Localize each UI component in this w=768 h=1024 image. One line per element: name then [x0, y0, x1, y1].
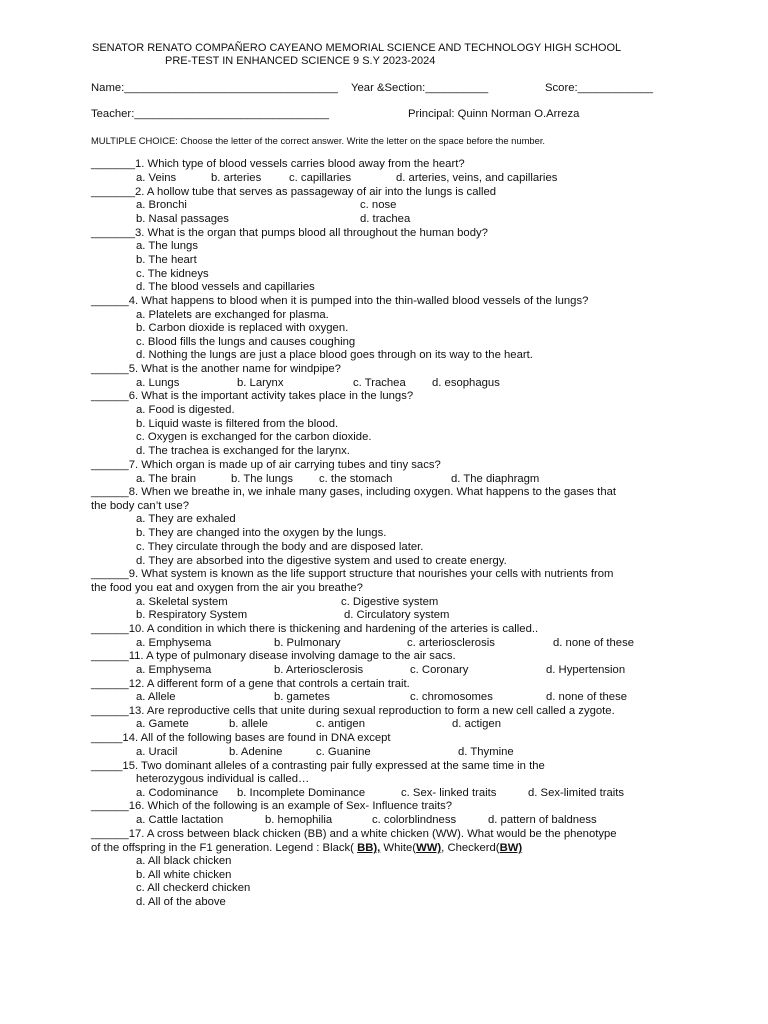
- q6-option-a: a. Food is digested.: [136, 404, 235, 416]
- q2-option-c: c. nose: [360, 199, 397, 211]
- question-8: ______8. When we breathe in, we inhale many gases, including oxygen. What happens to the gases that: [91, 486, 617, 498]
- instructions: MULTIPLE CHOICE: Choose the letter of the correct answer. Write the letter on the space before the number.: [91, 135, 546, 146]
- q10-option-b: b. Pulmonary: [274, 637, 341, 649]
- q15-option-a: a. Codominance: [136, 787, 219, 799]
- question-14: _____14. All of the following bases are found in DNA except: [91, 732, 391, 744]
- legend-prefix: of the offspring in the F1 generation. Legend : Black(: [91, 842, 358, 854]
- question-3: _______3. What is the organ that pumps blood all throughout the human body?: [91, 227, 488, 239]
- q1-option-b: b. arteries: [211, 172, 262, 184]
- q16-option-c: c. colorblindness: [372, 814, 457, 826]
- q16-option-d: d. pattern of baldness: [488, 814, 597, 826]
- question-9: ______9. What system is known as the life support structure that nourishes your cells with nutrients from: [91, 568, 614, 580]
- q13-option-d: d. actigen: [452, 718, 501, 730]
- q4-option-b: b. Carbon dioxide is replaced with oxygen.: [136, 322, 349, 334]
- q4-option-c: c. Blood fills the lungs and causes coughing: [136, 336, 356, 348]
- question-10: ______10. A condition in which there is thickening and hardening of the arteries is called..: [91, 623, 539, 635]
- q11-option-c: c. Coronary: [410, 664, 469, 676]
- q15-option-b: b. Incomplete Dominance: [237, 787, 366, 799]
- q7-option-a: a. The brain: [136, 473, 197, 485]
- q17-option-b: b. All white chicken: [136, 869, 232, 881]
- q11-option-a: a. Emphysema: [136, 664, 212, 676]
- q6-option-d: d. The trachea is exchanged for the larynx.: [136, 445, 350, 457]
- question-7: ______7. Which organ is made up of air carrying tubes and tiny sacs?: [91, 459, 441, 471]
- q1-option-d: d. arteries, veins, and capillaries: [396, 172, 558, 184]
- year-section-field[interactable]: Year &Section:__________: [351, 82, 489, 94]
- q9-option-b: b. Respiratory System: [136, 609, 248, 621]
- q10-option-d: d. none of these: [553, 637, 635, 649]
- q9-option-c: c. Digestive system: [341, 596, 439, 608]
- q3-option-c: c. The kidneys: [136, 268, 209, 280]
- q11-option-b: b. Arteriosclerosis: [274, 664, 364, 676]
- question-12: ______12. A different form of a gene that controls a certain trait.: [91, 678, 410, 690]
- question-13: ______13. Are reproductive cells that unite during sexual reproduction to form a new cell called a zygote.: [91, 705, 615, 717]
- q17-option-d: d. All of the above: [136, 896, 226, 908]
- q4-option-d: d. Nothing the lungs are just a place blood goes through on its way to the heart.: [136, 349, 533, 361]
- q5-option-b: b. Larynx: [237, 377, 284, 389]
- question-15-cont: heterozygous individual is called…: [136, 773, 310, 785]
- q11-option-d: d. Hypertension: [546, 664, 626, 676]
- question-16: ______16. Which of the following is an example of Sex- Influence traits?: [91, 800, 453, 812]
- q8-option-d: d. They are absorbed into the digestive system and used to create energy.: [136, 555, 507, 567]
- q6-option-b: b. Liquid waste is filtered from the blood.: [136, 418, 339, 430]
- q12-option-a: a. Allele: [136, 691, 176, 703]
- question-9-cont: the food you eat and oxygen from the air you breathe?: [91, 582, 363, 594]
- q5-option-a: a. Lungs: [136, 377, 180, 389]
- q6-option-c: c. Oxygen is exchanged for the carbon dioxide.: [136, 431, 372, 443]
- q17-option-a: a. All black chicken: [136, 855, 232, 867]
- q12-option-b: b. gametes: [274, 691, 330, 703]
- q3-option-a: a. The lungs: [136, 240, 198, 252]
- q8-option-a: a. They are exhaled: [136, 513, 236, 525]
- q7-option-b: b. The lungs: [231, 473, 293, 485]
- q12-option-c: c. chromosomes: [410, 691, 493, 703]
- question-15: _____15. Two dominant alleles of a contrasting pair fully expressed at the same time in the: [91, 760, 545, 772]
- question-2: _______2. A hollow tube that serves as passageway of air into the lungs is called: [91, 186, 497, 198]
- q3-option-d: d. The blood vessels and capillaries: [136, 281, 315, 293]
- teacher-field[interactable]: Teacher:_______________________________: [91, 108, 330, 120]
- question-4: ______4. What happens to blood when it is pumped into the thin-walled blood vessels of the lungs?: [91, 295, 589, 307]
- q15-option-d: d. Sex-limited traits: [528, 787, 625, 799]
- q7-option-d: d. The diaphragm: [451, 473, 540, 485]
- q12-option-d: d. none of these: [546, 691, 628, 703]
- score-field[interactable]: Score:____________: [545, 82, 654, 94]
- legend-white: White(: [380, 842, 417, 854]
- name-field[interactable]: Name:__________________________________: [91, 82, 338, 94]
- question-6: ______6. What is the important activity takes place in the lungs?: [91, 390, 414, 402]
- q14-option-c: c. Guanine: [316, 746, 371, 758]
- question-5: ______5. What is the another name for windpipe?: [91, 363, 341, 375]
- q14-option-b: b. Adenine: [229, 746, 283, 758]
- legend-checkerd: , Checkerd(: [441, 842, 500, 854]
- q1-option-a: a. Veins: [136, 172, 177, 184]
- q10-option-c: c. arteriosclerosis: [407, 637, 495, 649]
- q8-option-c: c. They circulate through the body and are disposed later.: [136, 541, 424, 553]
- q3-option-b: b. The heart: [136, 254, 197, 266]
- q13-option-c: c. antigen: [316, 718, 365, 730]
- q4-option-a: a. Platelets are exchanged for plasma.: [136, 309, 329, 321]
- q17-option-c: c. All checkerd chicken: [136, 882, 251, 894]
- question-1: _______1. Which type of blood vessels carries blood away from the heart?: [91, 158, 465, 170]
- q14-option-d: d. Thymine: [458, 746, 514, 758]
- question-17: ______17. A cross between black chicken (BB) and a white chicken (WW). What would be the phenotype: [91, 828, 617, 840]
- q13-option-b: b. allele: [229, 718, 268, 730]
- q9-option-d: d. Circulatory system: [344, 609, 450, 621]
- q7-option-c: c. the stomach: [319, 473, 393, 485]
- q5-option-c: c. Trachea: [353, 377, 406, 389]
- principal-label: Principal: Quinn Norman O.Arreza: [408, 108, 580, 120]
- legend-bb: BB),: [357, 842, 381, 854]
- q14-option-a: a. Uracil: [136, 746, 178, 758]
- q1-option-c: c. capillaries: [289, 172, 352, 184]
- q9-option-a: a. Skeletal system: [136, 596, 228, 608]
- question-17-cont: [91, 842, 522, 856]
- question-8-cont: the body can’t use?: [91, 500, 189, 512]
- q5-option-d: d. esophagus: [432, 377, 500, 389]
- q16-option-b: b. hemophilia: [265, 814, 333, 826]
- question-11: ______11. A type of pulmonary disease involving damage to the air sacs.: [91, 650, 456, 662]
- q13-option-a: a. Gamete: [136, 718, 189, 730]
- school-name: SENATOR RENATO COMPAÑERO CAYEANO MEMORIAL SCIENCE AND TECHNOLOGY HIGH SCHOOL: [92, 42, 622, 54]
- q10-option-a: a. Emphysema: [136, 637, 212, 649]
- q15-option-c: c. Sex- linked traits: [401, 787, 497, 799]
- test-title: PRE-TEST IN ENHANCED SCIENCE 9 S.Y 2023-2024: [165, 55, 436, 67]
- q2-option-d: d. trachea: [360, 213, 411, 225]
- legend-ww: WW): [416, 842, 442, 854]
- q8-option-b: b. They are changed into the oxygen by the lungs.: [136, 527, 387, 539]
- legend-bw: BW): [499, 842, 523, 854]
- q2-option-a: a. Bronchi: [136, 199, 187, 211]
- q16-option-a: a. Cattle lactation: [136, 814, 224, 826]
- q2-option-b: b. Nasal passages: [136, 213, 229, 225]
